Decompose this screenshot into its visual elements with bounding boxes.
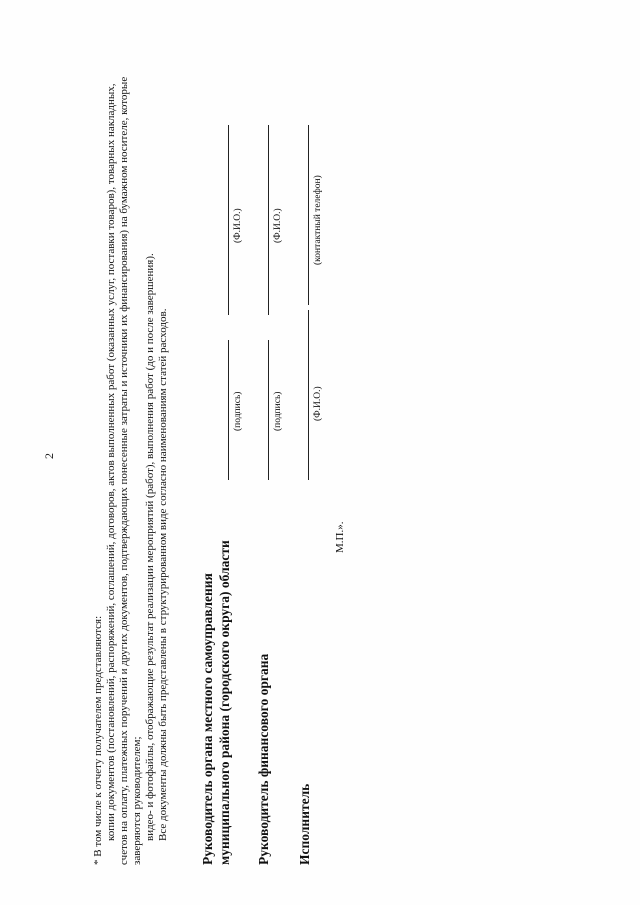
head-finance-signature-line <box>268 340 269 480</box>
head-local-gov-title-line-2: муниципального района (городского округа) области <box>217 540 232 865</box>
executor-phone-line <box>308 125 309 305</box>
executor-title: Исполнитель <box>297 783 312 865</box>
footnote-line-6: Все документы должны быть представлены в структурированном виде согласно наименованиям статей расходов. <box>157 308 169 841</box>
head-finance-title: Руководитель финансового органа <box>256 653 271 865</box>
footnote-line-1: * В том числе к отчету получателем представляются: <box>92 615 104 865</box>
head-finance-signature-caption: (подпись) <box>273 391 283 431</box>
head-local-gov-fio-caption: (Ф.И.О.) <box>233 208 243 243</box>
executor-fio-line <box>308 310 309 480</box>
executor-phone-caption: (контактный телефон) <box>313 175 323 265</box>
footnote-line-3: счетов на оплату, платежных поручений и других документов, подтверждающих понесенные затраты и источники их финансирования) на бумажном носителе, которые <box>118 76 130 865</box>
head-local-gov-fio-line <box>228 125 229 315</box>
executor-fio-caption: (Ф.И.О.) <box>313 386 323 421</box>
footnote-line-2: копии документов (постановлений, распоряжений, соглашений, договоров, актов выполненных работ (оказанных услуг, поставки товаров), товарных накладных, <box>105 83 117 841</box>
page-number: 2 <box>42 453 56 459</box>
head-finance-fio-line <box>268 125 269 315</box>
head-finance-fio-caption: (Ф.И.О.) <box>273 208 283 243</box>
head-local-gov-signature-line <box>228 340 229 480</box>
head-local-gov-title-line-1: Руководитель органа местного самоуправления <box>200 573 215 865</box>
stamp-place: М.П.». <box>334 521 346 553</box>
head-local-gov-signature-caption: (подпись) <box>233 391 243 431</box>
footnote-line-4: заверяются руководителем; <box>131 736 143 865</box>
footnote-line-5: видео- и фотофайлы, отображающие результат реализации мероприятий (работ), выполнения работ (до и после завершения). <box>144 253 156 841</box>
